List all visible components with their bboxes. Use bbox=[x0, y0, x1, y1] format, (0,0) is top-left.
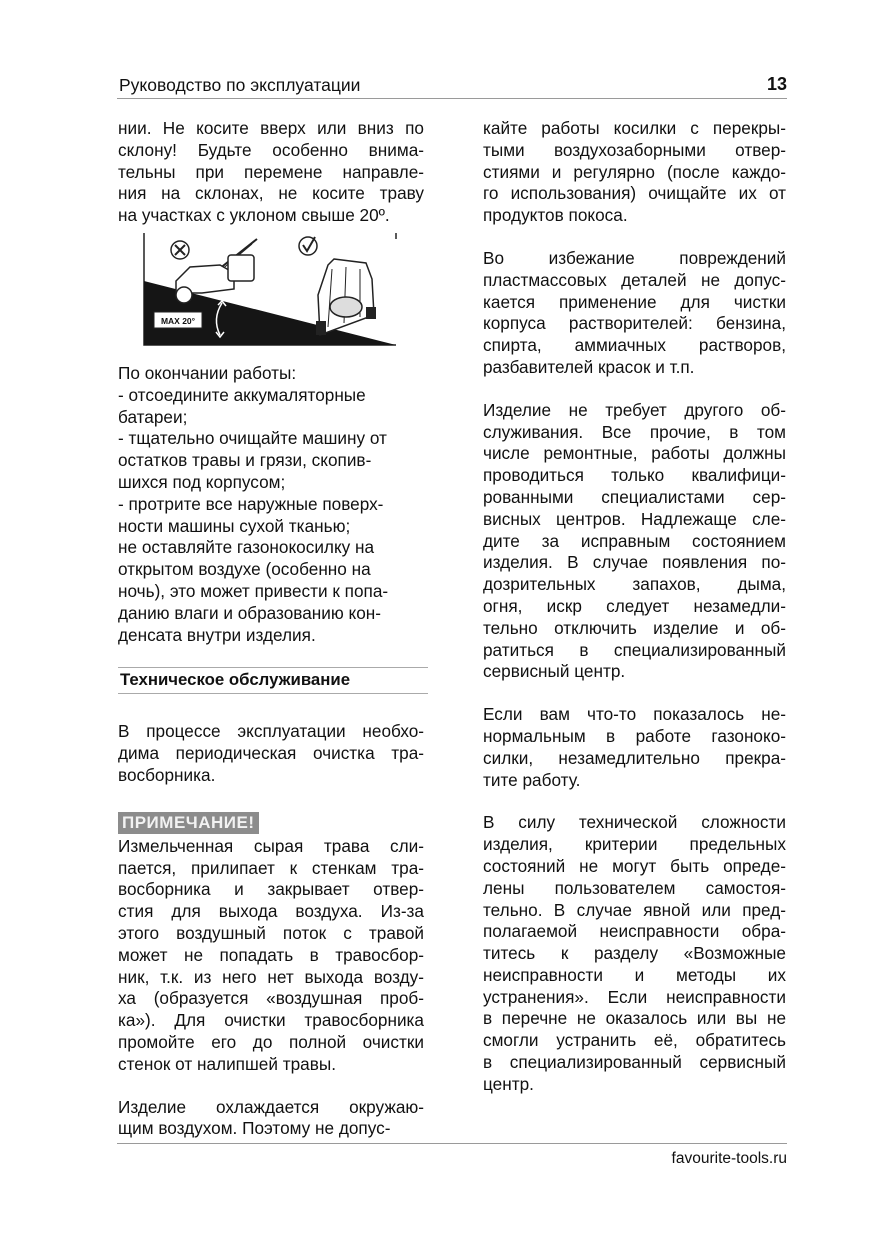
max-angle-label: MAX 20° bbox=[160, 315, 196, 326]
text-line: дима периодическая очистка тра- bbox=[118, 743, 424, 764]
text-line: открытом воздухе (особенно на bbox=[118, 559, 371, 580]
text-line: данию влаги и образованию кон- bbox=[118, 602, 382, 623]
text-line: Измельченная сырая трава сли- bbox=[118, 835, 424, 856]
slope-mowing-diagram bbox=[142, 231, 398, 347]
text-line: стия для выхода воздуха. Из-за bbox=[118, 901, 424, 922]
text-line: По окончании работы: bbox=[118, 362, 297, 383]
footer-website: favourite-tools.ru bbox=[671, 1150, 787, 1167]
text-line: остатков травы и грязи, скопив- bbox=[118, 450, 372, 471]
section-title-maintenance: Техническое обслуживание bbox=[118, 667, 428, 694]
text-line: состояний не могут быть опреде- bbox=[483, 855, 786, 876]
solvents-paragraph bbox=[483, 248, 786, 379]
text-line: - отсоедините аккумаляторные bbox=[118, 384, 366, 405]
text-line: стенок от налипшей травы. bbox=[118, 1053, 336, 1074]
text-line: батареи; bbox=[118, 406, 188, 427]
text-line: ности машины сухой тканью; bbox=[118, 515, 351, 536]
page-footer bbox=[117, 1143, 787, 1167]
limit-states-paragraph bbox=[483, 812, 786, 1095]
air-intake-paragraph bbox=[483, 118, 786, 227]
correct-mower-icon bbox=[316, 259, 376, 335]
text-line: силки, незамедлительно прекра- bbox=[483, 747, 786, 768]
text-line: лены пользователем самостоя- bbox=[483, 877, 786, 898]
text-line: ка»). Для очистки травосборника bbox=[118, 1010, 424, 1031]
note-paragraph bbox=[118, 836, 424, 1076]
text-line: изделия, критерии предельных bbox=[483, 834, 786, 855]
text-line: ночь), это может привести к попа- bbox=[118, 580, 389, 601]
text-line: числе ремонтные, работы должны bbox=[483, 443, 786, 464]
text-line: тите работу. bbox=[483, 769, 581, 790]
text-line: В силу технической сложности bbox=[483, 812, 786, 833]
text-line: склону! Будьте особенно внима- bbox=[118, 139, 424, 160]
check-circle-icon bbox=[299, 237, 317, 255]
text-line: устранения». Если неисправности bbox=[483, 986, 786, 1007]
text-line: Если вам что-то показалось не- bbox=[483, 704, 786, 725]
document-title: Руководство по эксплуатации bbox=[119, 75, 361, 95]
left-column bbox=[118, 118, 424, 1140]
text-line: пластмассовых деталей не допус- bbox=[483, 269, 786, 290]
text-line: тельны при перемене направле- bbox=[118, 161, 424, 182]
text-line: нормальным в работе газоноко- bbox=[483, 725, 786, 746]
text-line: пается, прилипает к стенкам тра- bbox=[118, 857, 424, 878]
text-line: служивания. Все прочие, в том bbox=[483, 421, 786, 442]
service-paragraph bbox=[483, 400, 786, 683]
text-line: кайте работы косилки с перекры- bbox=[483, 118, 786, 138]
text-line: полагаемой неисправности обра- bbox=[483, 921, 786, 942]
text-line: висных центров. Надлежаще сле- bbox=[483, 508, 786, 529]
text-line: нии. Не косите вверх или вниз по bbox=[118, 118, 424, 138]
text-line: тельно отключить изделие и об- bbox=[483, 617, 786, 638]
text-line: на участках с уклоном свыше 20º. bbox=[118, 205, 390, 226]
text-line: кается применение для чистки bbox=[483, 291, 786, 312]
text-line: промойте его до полной очистки bbox=[118, 1031, 424, 1052]
after-work-instructions bbox=[118, 363, 424, 646]
right-column bbox=[483, 118, 786, 1096]
text-line: огня, искр следует незамедли- bbox=[483, 595, 786, 616]
text-line: восборника и закрывает отвер- bbox=[118, 879, 424, 900]
text-line: Изделие охлаждается окружаю- bbox=[118, 1096, 424, 1117]
note-badge: ПРИМЕЧАНИЕ! bbox=[118, 812, 259, 834]
text-line: тыми воздухозаборными отвер- bbox=[483, 139, 786, 160]
text-line: корпуса растворителей: бензина, bbox=[483, 313, 786, 334]
text-line: этого воздушный поток с травой bbox=[118, 922, 424, 943]
text-line: стиями и регулярно (после каждо- bbox=[483, 161, 786, 182]
text-line: смогли устранить её, обратитесь bbox=[483, 1030, 786, 1051]
text-line: - протрите все наружные поверх- bbox=[118, 493, 384, 514]
text-line: дите за исправным состоянием bbox=[483, 530, 786, 551]
text-line: не оставляйте газонокосилку на bbox=[118, 537, 375, 558]
maintenance-paragraph bbox=[118, 721, 424, 786]
cross-circle-icon bbox=[171, 241, 189, 259]
text-line: денсата внутри изделия. bbox=[118, 624, 316, 645]
text-line: шихся под корпусом; bbox=[118, 471, 286, 492]
text-line: в специализированный сервисный bbox=[483, 1052, 786, 1073]
page-number: 13 bbox=[766, 74, 787, 94]
slope-warning-paragraph bbox=[118, 118, 424, 227]
text-line: Во избежание повреждений bbox=[483, 247, 786, 268]
abnormal-operation-paragraph bbox=[483, 704, 786, 791]
text-line: В процессе эксплуатации необхо- bbox=[118, 721, 424, 742]
text-line: титесь к разделу «Возможные bbox=[483, 943, 786, 964]
text-line: сервисный центр. bbox=[483, 661, 626, 682]
text-line: восборника. bbox=[118, 764, 216, 785]
text-line: дозрительных запахов, дыма, bbox=[483, 574, 786, 595]
text-line: разбавителей красок и т.п. bbox=[483, 356, 695, 377]
text-line: спирта, аммиачных растворов, bbox=[483, 335, 786, 356]
text-line: продуктов покоса. bbox=[483, 205, 628, 226]
text-line: в перечне не оказалось или вы не bbox=[483, 1008, 786, 1029]
text-line: рованными специалистами сер- bbox=[483, 486, 786, 507]
text-line: Изделие не требует другого об- bbox=[483, 399, 786, 420]
text-line: ратиться в специализированный bbox=[483, 639, 786, 660]
page-header bbox=[117, 72, 787, 99]
text-line: ник, т.к. из него нет выхода возду- bbox=[118, 966, 424, 987]
text-line: тельно. В случае явной или пред- bbox=[483, 899, 786, 920]
text-line: щим воздухом. Поэтому не допус- bbox=[118, 1118, 391, 1139]
text-line: ха (образуется «воздушная проб- bbox=[118, 988, 424, 1009]
text-line: центр. bbox=[483, 1073, 534, 1094]
text-line: изделия. В случае появления по- bbox=[483, 552, 786, 573]
text-line: - тщательно очищайте машину от bbox=[118, 428, 387, 449]
text-line: может не попадать в травосбор- bbox=[118, 944, 424, 965]
text-line: го использования) очищайте их от bbox=[483, 183, 786, 204]
text-line: неисправности и методы их bbox=[483, 964, 786, 985]
cooling-paragraph bbox=[118, 1097, 424, 1141]
slope-illustration bbox=[142, 231, 398, 347]
text-line: проводиться только квалифици- bbox=[483, 465, 786, 486]
text-line: ния на склонах, не косите траву bbox=[118, 183, 424, 204]
